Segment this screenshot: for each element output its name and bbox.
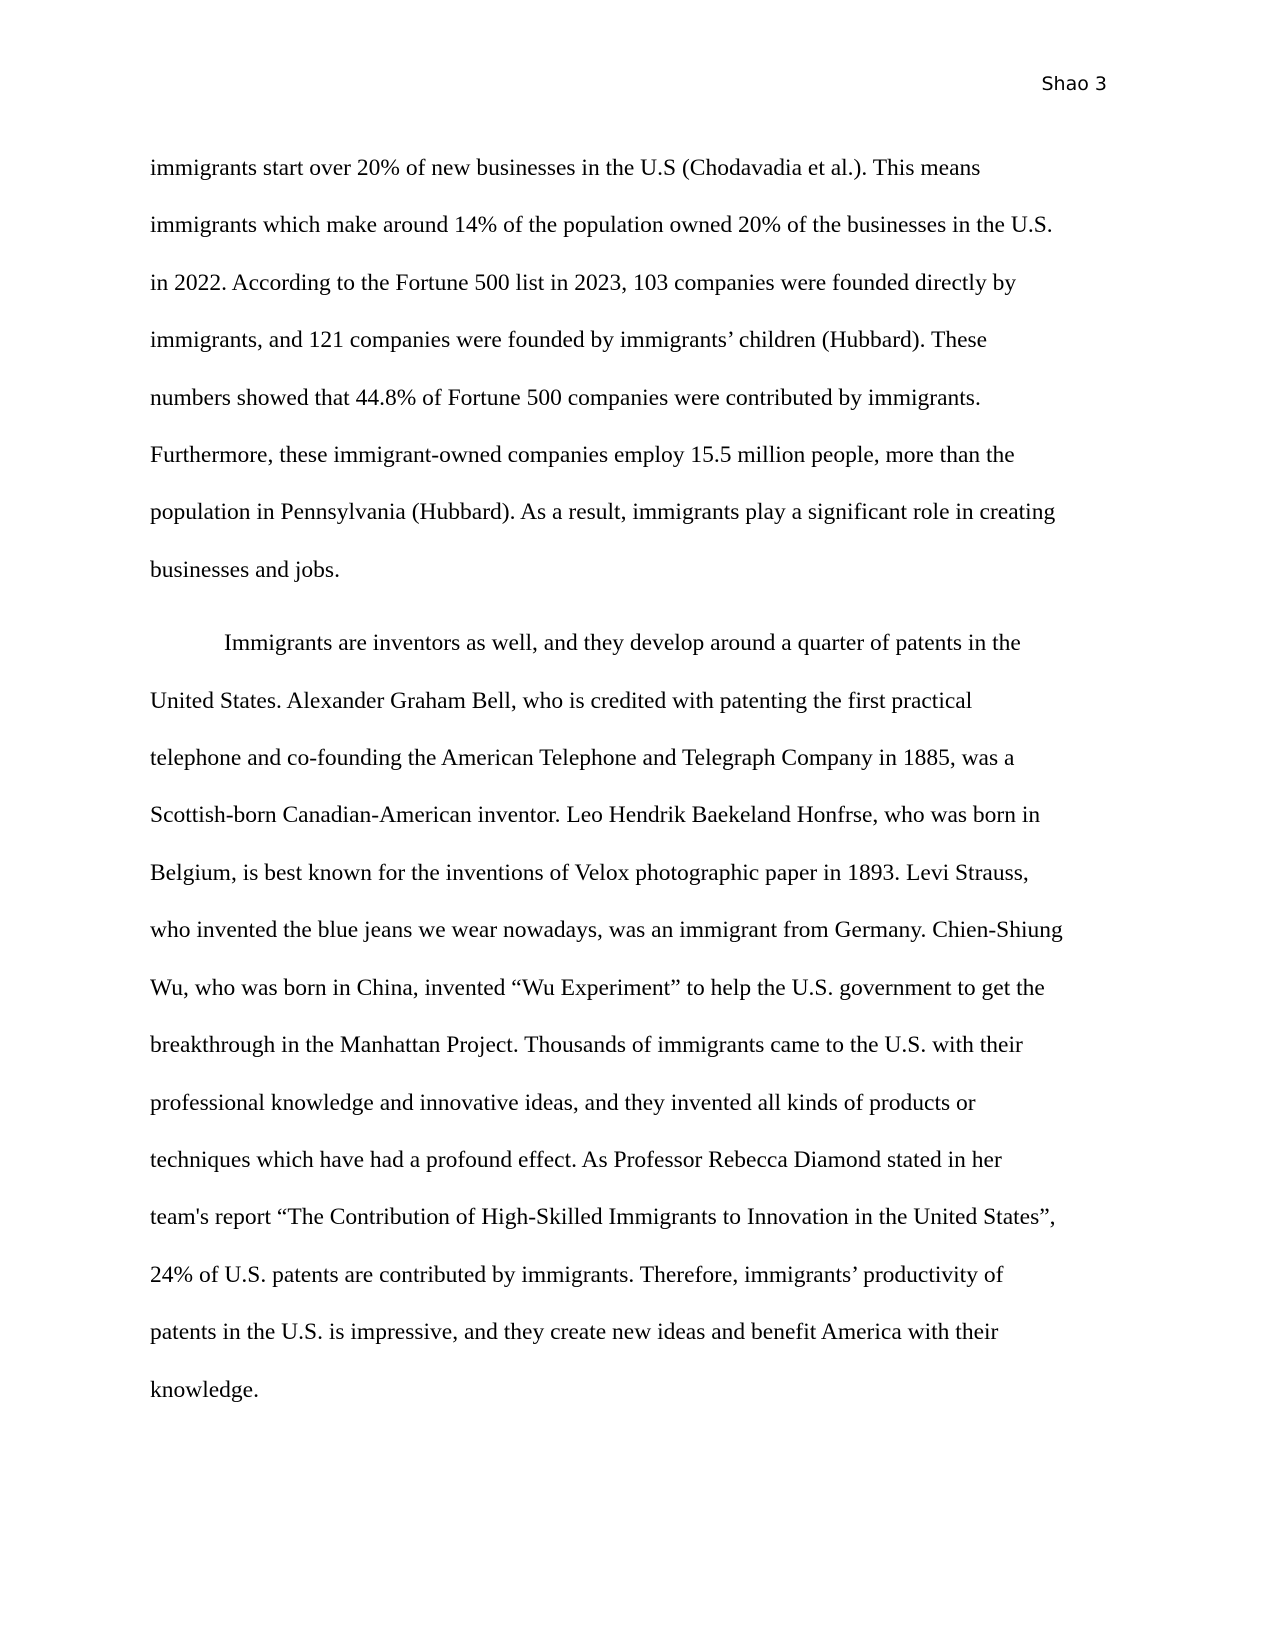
text-line: team's report “The Contribution of High-Skilled Immigrants to Innovation in the United States”, bbox=[150, 1204, 1056, 1231]
text-line: 24% of U.S. patents are contributed by immigrants. Therefore, immigrants’ productivity of bbox=[150, 1261, 1004, 1288]
text-line: immigrants, and 121 companies were founded by immigrants’ children (Hubbard). These bbox=[150, 327, 988, 354]
text-line: population in Pennsylvania (Hubbard). As a result, immigrants play a significant role in creating bbox=[150, 499, 1056, 526]
text-line: professional knowledge and innovative ideas, and they invented all kinds of products or bbox=[150, 1089, 976, 1116]
text-line: Belgium, is best known for the inventions of Velox photographic paper in 1893. Levi Strauss, bbox=[150, 859, 1029, 886]
text-line: techniques which have had a profound effect. As Professor Rebecca Diamond stated in her bbox=[150, 1146, 1002, 1173]
text-line: in 2022. According to the Fortune 500 list in 2023, 103 companies were founded directly by bbox=[150, 269, 1017, 296]
text-line: patents in the U.S. is impressive, and they create new ideas and benefit America with their bbox=[150, 1319, 999, 1346]
text-line: numbers showed that 44.8% of Fortune 500 companies were contributed by immigrants. bbox=[150, 384, 981, 411]
text-line: Scottish-born Canadian-American inventor. Leo Hendrik Baekeland Honfrse, who was born in bbox=[150, 802, 1041, 829]
text-line: breakthrough in the Manhattan Project. Thousands of immigrants came to the U.S. with their bbox=[150, 1032, 1023, 1059]
body-text bbox=[150, 140, 1130, 1419]
text-line: United States. Alexander Graham Bell, who is credited with patenting the first practical bbox=[150, 687, 973, 714]
text-line: knowledge. bbox=[150, 1376, 259, 1403]
text-line: immigrants which make around 14% of the population owned 20% of the businesses in the U.S. bbox=[150, 212, 1053, 239]
text-line: businesses and jobs. bbox=[150, 556, 340, 583]
paragraph-1 bbox=[150, 140, 1130, 599]
paragraph-2 bbox=[150, 615, 1130, 1419]
text-line-first bbox=[150, 615, 1130, 672]
text-line: telephone and co-founding the American Telephone and Telegraph Company in 1885, was a bbox=[150, 745, 1015, 772]
running-header: Shao 3 bbox=[1041, 73, 1107, 95]
text-line: Furthermore, these immigrant-owned companies employ 15.5 million people, more than the bbox=[150, 442, 1015, 469]
text-line: who invented the blue jeans we wear nowadays, was an immigrant from Germany. Chien-Shiung bbox=[150, 917, 1063, 944]
text-line: immigrants start over 20% of new businesses in the U.S (Chodavadia et al.). This means bbox=[150, 155, 981, 181]
text-line: Immigrants are inventors as well, and they develop around a quarter of patents in the bbox=[224, 630, 1021, 657]
text-line: Wu, who was born in China, invented “Wu Experiment” to help the U.S. government to get the bbox=[150, 974, 1045, 1001]
